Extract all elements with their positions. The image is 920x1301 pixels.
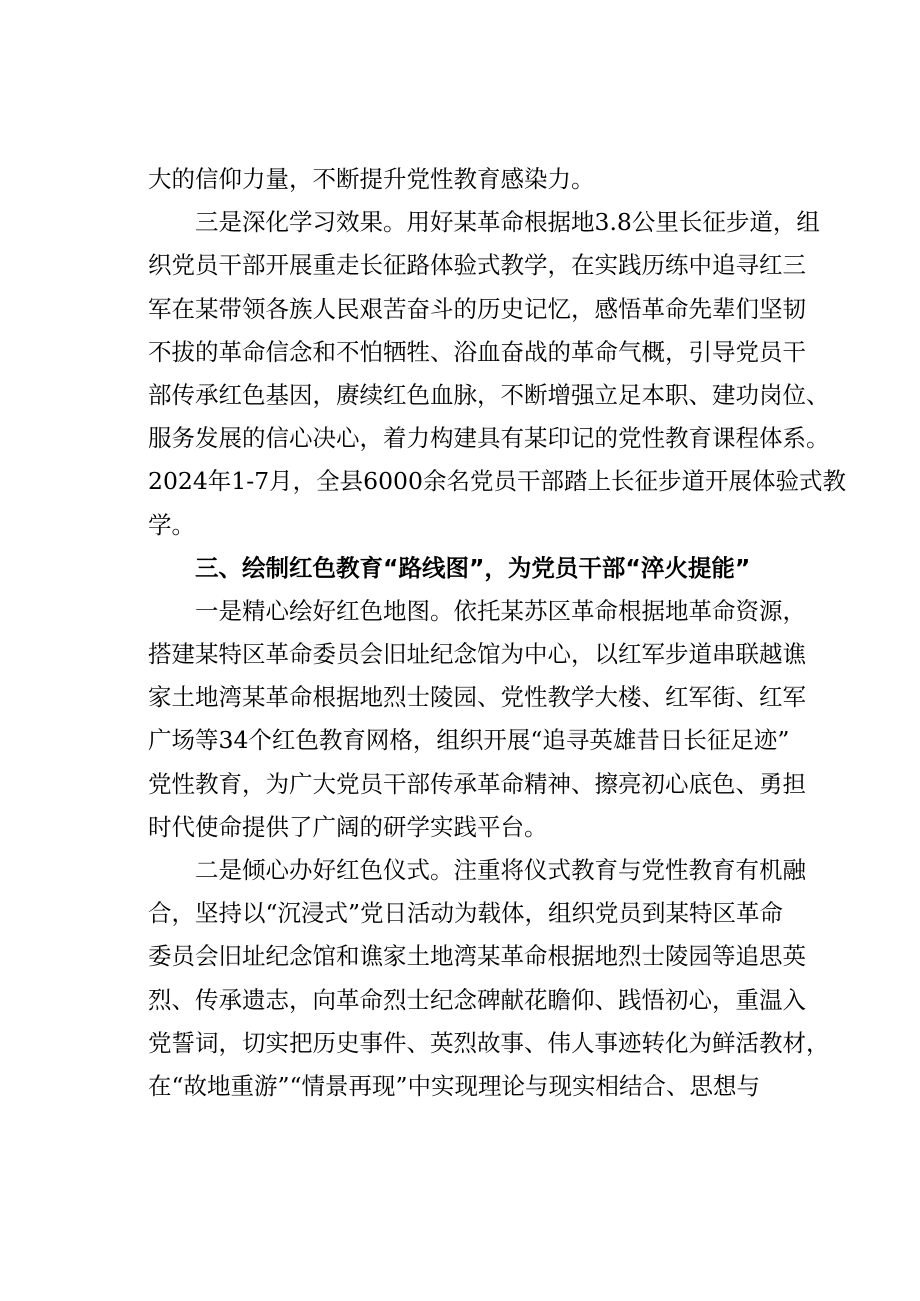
text-line: 党性教育，为广大党员干部传承革命精神、擦亮初心底色、勇担 (148, 769, 806, 798)
text-line: 军在某带领各族人民艰苦奋斗的历史记忆，感悟革命先辈们坚韧 (148, 294, 806, 323)
text-line: 服务发展的信心决心，着力构建具有某印记的党性教育课程体系。 (148, 424, 830, 453)
text-line: 织党员干部开展重走长征路体验式教学，在实践历练中追寻红三 (148, 251, 806, 280)
text-line: 党誓词，切实把历史事件、英烈故事、伟人事迹转化为鲜活教材， (148, 1028, 830, 1057)
text-line: 2024年1-7月，全县6000余名党员干部踏上长征步道开展体验式教 (148, 467, 846, 496)
text-line: 学。 (148, 510, 195, 539)
text-line: 大的信仰力量，不断提升党性教育感染力。 (148, 165, 595, 193)
text-line: 委员会旧址纪念馆和谯家土地湾某革命根据地烈士陵园等追思英 (148, 942, 806, 971)
paragraph (148, 849, 830, 1108)
text-line: 搭建某特区革命委员会旧址纪念馆为中心，以红军步道串联越谯 (148, 640, 806, 669)
text-line: 合，坚持以“沉浸式”党日活动为载体，组织党员到某特区革命 (148, 899, 784, 928)
text-line: 广场等34个红色教育网格，组织开展“追寻英雄昔日长征足迹” (148, 726, 790, 755)
text-line: 一是精心绘好红色地图。依托某苏区革命根据地革命资源， (195, 596, 806, 625)
text-line: 烈、传承遗志，向革命烈士纪念碑献花瞻仰、践悟初心，重温入 (148, 985, 806, 1014)
text-line: 不拔的革命信念和不怕牺牲、浴血奋战的革命气概，引导党员干 (148, 337, 806, 366)
text-line: 二是倾心办好红色仪式。注重将仪式教育与党性教育有机融 (195, 856, 806, 884)
text-line: 家土地湾某革命根据地烈士陵园、党性教学大楼、红军街、红军 (148, 683, 806, 712)
text-line: 在“故地重游”“情景再现”中实现理论与现实相结合、思想与 (148, 1071, 761, 1100)
paragraph (148, 590, 813, 849)
document-body (148, 158, 846, 1108)
text-line: 时代使命提供了广阔的研学实践平台。 (148, 812, 548, 841)
text-line: 三是深化学习效果。用好某革命根据地3.8公里长征步道，组 (195, 208, 820, 237)
paragraph (148, 158, 813, 201)
paragraph (148, 201, 846, 547)
text-line: 部传承红色基因，赓续红色血脉，不断增强立足本职、建功岗位、 (148, 380, 830, 409)
heading-line: 三、绘制红色教育“路线图”，为党员干部“淬火提能” (195, 553, 751, 582)
section-heading (148, 547, 813, 590)
